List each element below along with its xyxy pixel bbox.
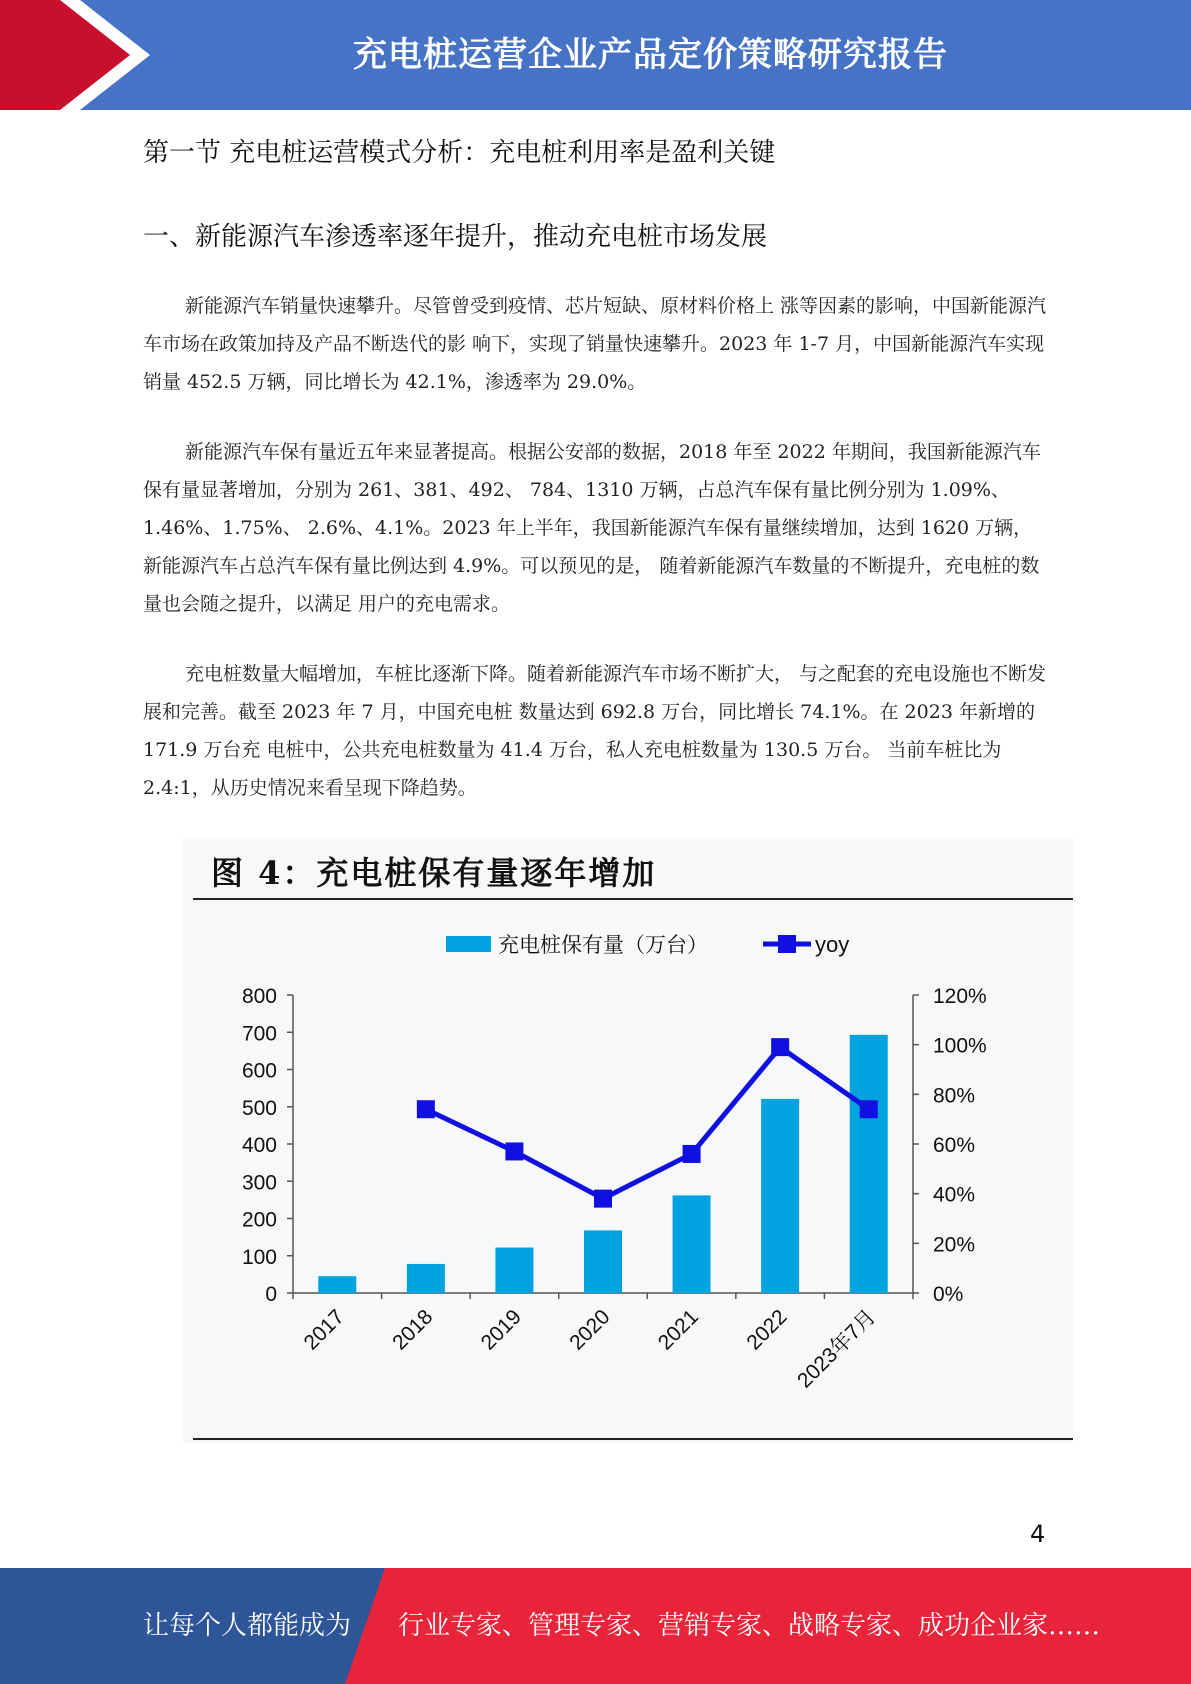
y-left-tick-label: 100 xyxy=(241,1245,277,1269)
y-right-tick-label: 100% xyxy=(933,1034,987,1058)
y-right-tick-label: 20% xyxy=(933,1233,976,1257)
bar-2021 xyxy=(673,1195,711,1293)
y-left-tick-label: 800 xyxy=(241,985,277,1008)
yoy-line xyxy=(426,1047,869,1198)
bar-2020 xyxy=(584,1230,622,1293)
legend-bar-swatch xyxy=(446,936,491,952)
bar-2018 xyxy=(407,1264,445,1293)
yoy-point-2022 xyxy=(771,1038,789,1056)
yoy-point-2018 xyxy=(417,1100,435,1118)
page-number: 4 xyxy=(1030,1520,1046,1548)
page-footer xyxy=(0,1568,1191,1684)
body-paragraph-1: 新能源汽车销量快速攀升。尽管曾受到疫情、芯片短缺、原材料价格上 涨等因素的影响，中国新能源汽车市场在政策加持及产品不断迭代的影 响下，实现了销量快速攀升。2023 年 1-7 月，中国新能源汽车实现销量 452.5 万辆，同比增长为 42.1%，渗透率为 29.0%。 xyxy=(143,295,1047,393)
footer-slogan-right: 行业专家、管理专家、营销专家、战略专家、成功企业家…… xyxy=(398,1611,1101,1641)
x-tick-label: 2023年7月 xyxy=(792,1305,881,1393)
x-tick-label: 2020 xyxy=(565,1305,615,1355)
body-paragraph-2: 新能源汽车保有量近五年来显著提高。根据公安部的数据，2018 年至 2022 年期间，我国新能源汽车保有量显著增加，分别为 261、381、492、 784、1310 万辆，占总汽车保有量比例分别为 1.09%、1.46%、1.75%、 2.6%、4.1%。2023 年上半年，我国新能源汽车保有量继续增加，达到 1620 万辆，新能源汽车占总汽车保有量比例达到 4.9%。可以预见的是， 随着新能源汽车数量的不断提升，充电桩的数量也会随之提升，以满足 用户的充电需求。 xyxy=(143,441,1041,615)
legend-line-marker xyxy=(778,935,796,953)
x-tick-label: 2022 xyxy=(742,1305,792,1355)
y-right-tick-label: 40% xyxy=(933,1183,976,1207)
bar-2017 xyxy=(318,1276,356,1293)
bar-2023年7月 xyxy=(850,1035,888,1293)
y-right-tick-label: 120% xyxy=(933,985,987,1008)
charging-pile-chart xyxy=(183,838,1073,1438)
x-tick-label: 2021 xyxy=(653,1305,704,1355)
y-left-tick-label: 300 xyxy=(241,1171,277,1195)
y-right-tick-label: 80% xyxy=(933,1084,976,1108)
legend-line-label: yoy xyxy=(815,932,850,957)
legend-bar-label: 充电桩保有量（万台） xyxy=(498,933,708,957)
y-right-tick-label: 60% xyxy=(933,1134,976,1157)
section-heading: 第一节 充电桩运营模式分析：充电桩利用率是盈利关键 xyxy=(143,138,776,168)
x-tick-label: 2019 xyxy=(476,1305,526,1355)
subsection-heading: 一、新能源汽车渗透率逐年提升，推动充电桩市场发展 xyxy=(143,222,768,252)
bar-2019 xyxy=(495,1248,533,1293)
yoy-point-2023年7月 xyxy=(860,1100,878,1118)
x-tick-label: 2017 xyxy=(299,1305,349,1355)
x-tick-label: 2018 xyxy=(388,1305,438,1355)
yoy-point-2021 xyxy=(683,1145,701,1163)
figure-title: 图 4：充电桩保有量逐年增加 xyxy=(211,854,657,892)
y-left-tick-label: 500 xyxy=(241,1096,277,1120)
y-left-tick-label: 600 xyxy=(241,1059,277,1083)
figure-4 xyxy=(183,838,1073,1443)
y-right-tick-label: 0% xyxy=(933,1283,964,1306)
y-left-tick-label: 700 xyxy=(241,1022,277,1046)
report-title: 充电桩运营企业产品定价策略研究报告 xyxy=(353,35,948,75)
page-header xyxy=(0,0,1191,110)
yoy-point-2019 xyxy=(505,1142,523,1160)
body-paragraph-3: 充电桩数量大幅增加，车桩比逐渐下降。随着新能源汽车市场不断扩大， 与之配套的充电设施也不断发展和完善。截至 2023 年 7 月，中国充电桩 数量达到 692.8 万台，同比增长 74.1%。在 2023 年新增的 171.9 万台充 电桩中，公共充电桩数量为 41.4 万台，私人充电桩数量为 130.5 万台。 当前车桩比为 2.4:1，从历史情况来看呈现下降趋势。 xyxy=(143,663,1047,799)
yoy-point-2020 xyxy=(594,1190,612,1208)
figure-bottom-rule xyxy=(193,1438,1073,1440)
y-left-tick-label: 200 xyxy=(241,1208,277,1232)
y-left-tick-label: 400 xyxy=(241,1134,277,1157)
y-left-tick-label: 0 xyxy=(265,1283,277,1306)
bar-2022 xyxy=(761,1099,799,1293)
footer-slogan-left: 让每个人都能成为 xyxy=(143,1611,352,1641)
